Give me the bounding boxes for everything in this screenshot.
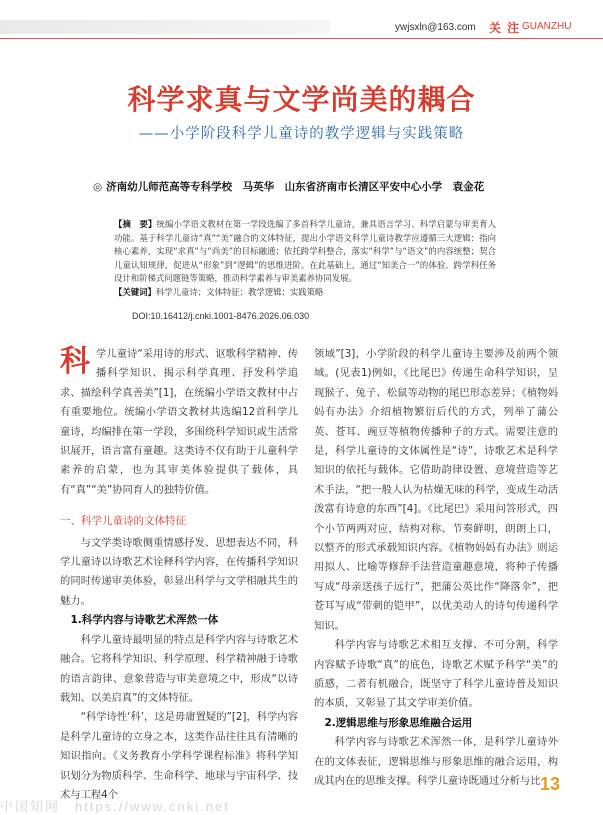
paragraph: 领域”[3]，小学阶段的科学儿童诗主要涉及前两个领域。(见表1)例如，《比尾巴》传递生命科学知识，呈现猴子、兔子、松鼠等动物的尾巴形态差异；《植物妈妈有办法》介绍植物繁衍后代的方式，列举了蒲公英、苍耳、豌豆等植物传播种子的方式。需要注意的是，科学儿童诗的文体属性是“诗”，诗歌艺术是科学知识的依托与载体。它借助韵律设置、意境营造等艺术手法，“把一般人认为枯燥无味的科学，变成生动活泼富有诗意的东西”[4]。《比尾巴》采用问答形式，四个小节两两对应，结构对称、节奏鲜明，朗朗上口，以整齐的形式承载知识内容。《植物妈妈有办法》则运用拟人、比喻等修辞手法营造童趣意境，将种子传播写成“母亲送孩子远行”，把蒲公英比作“降落伞”，把苍耳写成“带刺的铠甲”，以优美动人的诗句传递科学知识。 [314,348,558,632]
header-section-en: GUANZHU [522,21,572,32]
paragraph: 科学内容与诗歌艺术相互支撑、不可分割，科学内容赋予诗歌“真”的底色，诗歌艺术赋予科学“美”的质感，二者有机融合，既坚守了科学儿童诗普及知识的本质，又彰显了其文学审美价值。 [314,639,558,710]
body-column-left [60,345,298,805]
page-number: 13 [540,774,561,794]
paragraph: 科学儿童诗最明显的特点是科学内容与诗歌艺术融合。它将科学知识、科学原理、科学精神融于诗歌的语言韵律、意象营造与审美意境之中，形成“以诗载知、以美启真”的文体特征。 [60,633,298,704]
paragraph: 与文学类诗歌侧重情感抒发、思想表达不同，科学儿童诗以诗歌艺术诠释科学内容，在传播科学知识的同时传递审美体验，彰显出科学与文学相融共生的魅力。 [60,536,298,607]
article-subtitle: ——小学阶段科学儿童诗的教学逻辑与实践策略 [138,126,465,142]
body-column-right [314,345,558,791]
watermark: 中国知网 https://www.cnki.net [0,799,230,814]
keywords-text: 科学儿童诗；文体特征；教学逻辑；实践策略 [155,286,324,297]
subsection-heading: 1.科学内容与诗歌艺术浑然一体 [70,614,219,627]
header-email: ywjsxln@163.com [395,22,476,33]
header-gray-band [0,20,330,34]
author-bullet: ◎ [93,181,103,193]
authors-text: 济南幼儿师范高等专科学校 马英华 山东省济南市长清区平安中心小学 袁金花 [106,181,485,193]
paragraph: “科学诗性‘科’，这是毋庸置疑的”[2]，科学内容是科学儿童诗的立身之本，这类作品往往具有清晰的知识指向。《义务教育小学科学课程标准》将科学知识划分为物质科学、生命科学、地球与宇宙科学、技术与工程4个 [60,711,298,801]
header-divider [0,38,603,39]
article-title: 科学求真与文学尚美的耦合 [127,83,476,116]
header-section: 关 注 [489,21,521,35]
abstract-text: 统编小学语文教材在第一学段选编了多首科学儿童诗，兼具语言学习、科学启蒙与审美育人功能。基于科学儿童诗“真”“美”融合的文体特征，提出小学语文科学儿童诗教学应遵循三大逻辑：指向核心素养，实现“求真”与“尚美”的目标融通；依托跨学科整合，落实“科学”与“语文”的内容统整；契合儿童认知规律，促进从“形象”到“逻辑”的思维进阶。在此基础上，通过“知美合一”的体验、跨学科任务设计和阶梯式问题链等策略，推动科学素养与审美素养协同发展。 [114,219,497,284]
author-line [93,179,484,194]
drop-cap: 科 [60,344,90,379]
abstract-block [114,218,496,300]
doi: DOI:10.16412/j.cnki.1001-8476.2026.06.030 [132,311,310,321]
paragraph: 科学内容与诗歌艺术浑然一体，是科学儿童诗外在的文体表征，逻辑思维与形象思维的融合运用，构成其内在的思维支撑。科学儿童诗既通过分析与比 [314,736,558,787]
keywords-label: 【关键词】 [114,286,156,297]
paragraph: 学儿童诗“采用诗的形式、讴歌科学精神、传播科学知识、揭示科学真理、抒发科学追求、描绘科学真善美”[1]，在统编小学语文教材中占有重要地位。统编小学语文教材共选编12首科学儿童诗，均编排在第一学段，多围绕科学知识或生活常识展开，语言富有童趣。这类诗不仅有助于儿童科学素养的启蒙，也为其审美体验提供了载体，具有“真”“美”协同育人的独特价值。 [60,348,298,496]
subsection-heading: 2.逻辑思维与形象思维融合运用 [324,716,473,729]
abstract-label: 【摘 要】 [114,219,157,229]
section-heading: 一、科学儿童诗的文体特征 [60,515,186,528]
